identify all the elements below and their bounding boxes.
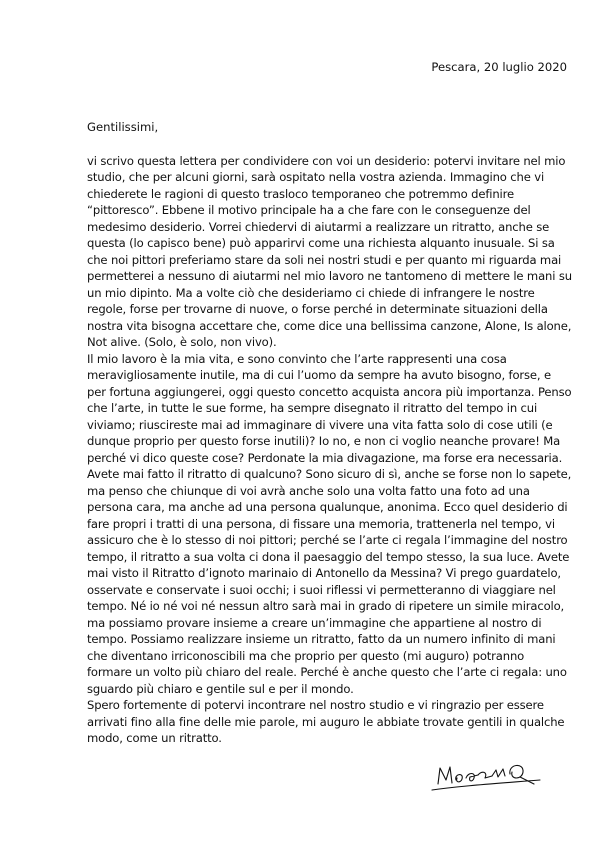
letter-paragraph-3: Spero fortemente di potervi incontrare nel nostro studio e vi ringrazio per essere arrivati fino alla fine delle mie parole, mi auguro le abbiate trovate gentili in qualche modo, come un ritratto. [87,698,565,745]
letter-greeting: Gentilissimi, [87,120,159,134]
letter-paragraph-1: vi scrivo questa lettera per condividere con voi un desiderio: potervi invitare nel mio studio, che per alcuni giorni, sarà ospitato nella vostra azienda. Immagino che vi chiederete le ragioni di questo trasloco temporaneo che potremmo definire “pittoresco”. Ebbene il motivo principale ha a che fare con le conseguenze del medesimo desiderio. Vorrei chiedervi di aiutarmi a realizzare un ritratto, anche se questa (lo capisco bene) può apparirvi come una richiesta alquanto inusuale. Si sa che noi pittori preferiamo stare da soli nei nostri studi e per quanto mi riguarda mai permetterei a nessuno di aiutarmi nel mio lavoro ne tantomeno di mettere le mani su un mio dipinto. Ma a volte ciò che desideriamo ci chiede di infrangere le nostre regole, forse per trovarne di nuove, o forse perché in determinate situazioni della nostra vita bisogna accettare che, come dice una bellissima canzone, Alone, Is alone, Not alive. (Solo, è solo, non vivo). [87,153,572,349]
letter-body [87,119,572,747]
handwritten-signature [430,750,550,800]
letter-date: Pescara, 20 luglio 2020 [431,60,567,74]
letter-paragraph-2: Il mio lavoro è la mia vita, e sono convinto che l’arte rappresenti una cosa meravigliosamente inutile, ma di cui l’uomo da sempre ha avuto bisogno, forse, e per fortuna aggiungerei, oggi questo concetto acquista ancora più importanza. Penso che l’arte, in tutte le sue forme, ha sempre disegnato il ritratto del tempo in cui viviamo; riuscireste mai ad immaginare di vivere una vita fatta solo di cose utili (e dunque proprio per questo forse inutili)? Io no, e non ci voglio neanche provare! Ma perché vi dico queste cose? Perdonate la mia divagazione, ma forse era necessaria. Avete mai fatto il ritratto di qualcuno? Sono sicuro di sì, anche se forse non lo sapete, ma penso che chiunque di voi avrà anche solo una volta fatto una foto ad una persona cara, ma anche ad una persona qualunque, anonima. Ecco quel desiderio di fare propri i tratti di una persona, di fissare una memoria, trattenerla nel tempo, vi assicuro che è lo stesso di noi pittori; perché se l’arte ci regala l’immagine del nostro tempo, il ritratto a sua volta ci dona il paesaggio del tempo stesso, la sua luce. Avete mai visto il Ritratto d’ignoto marinaio di Antonello da Messina? Vi prego guardatelo, osservate e conservate i suoi occhi; i suoi riflessi vi permetteranno di viaggiare nel tempo. Né io né voi né nessun altro sarà mai in grado di ripetere un simile miracolo, ma possiamo provare insieme a creare un’immagine che appartiene al nostro di tempo. Possiamo realizzare insieme un ritratto, fatto da un numero infinito di mani che diventano irriconoscibili ma che proprio per questo (mi auguro) potranno formare un volto più chiaro del reale. Perché è anche questo che l’arte ci regala: uno sguardo più chiaro e gentile sul e per il mondo. [87,351,572,696]
